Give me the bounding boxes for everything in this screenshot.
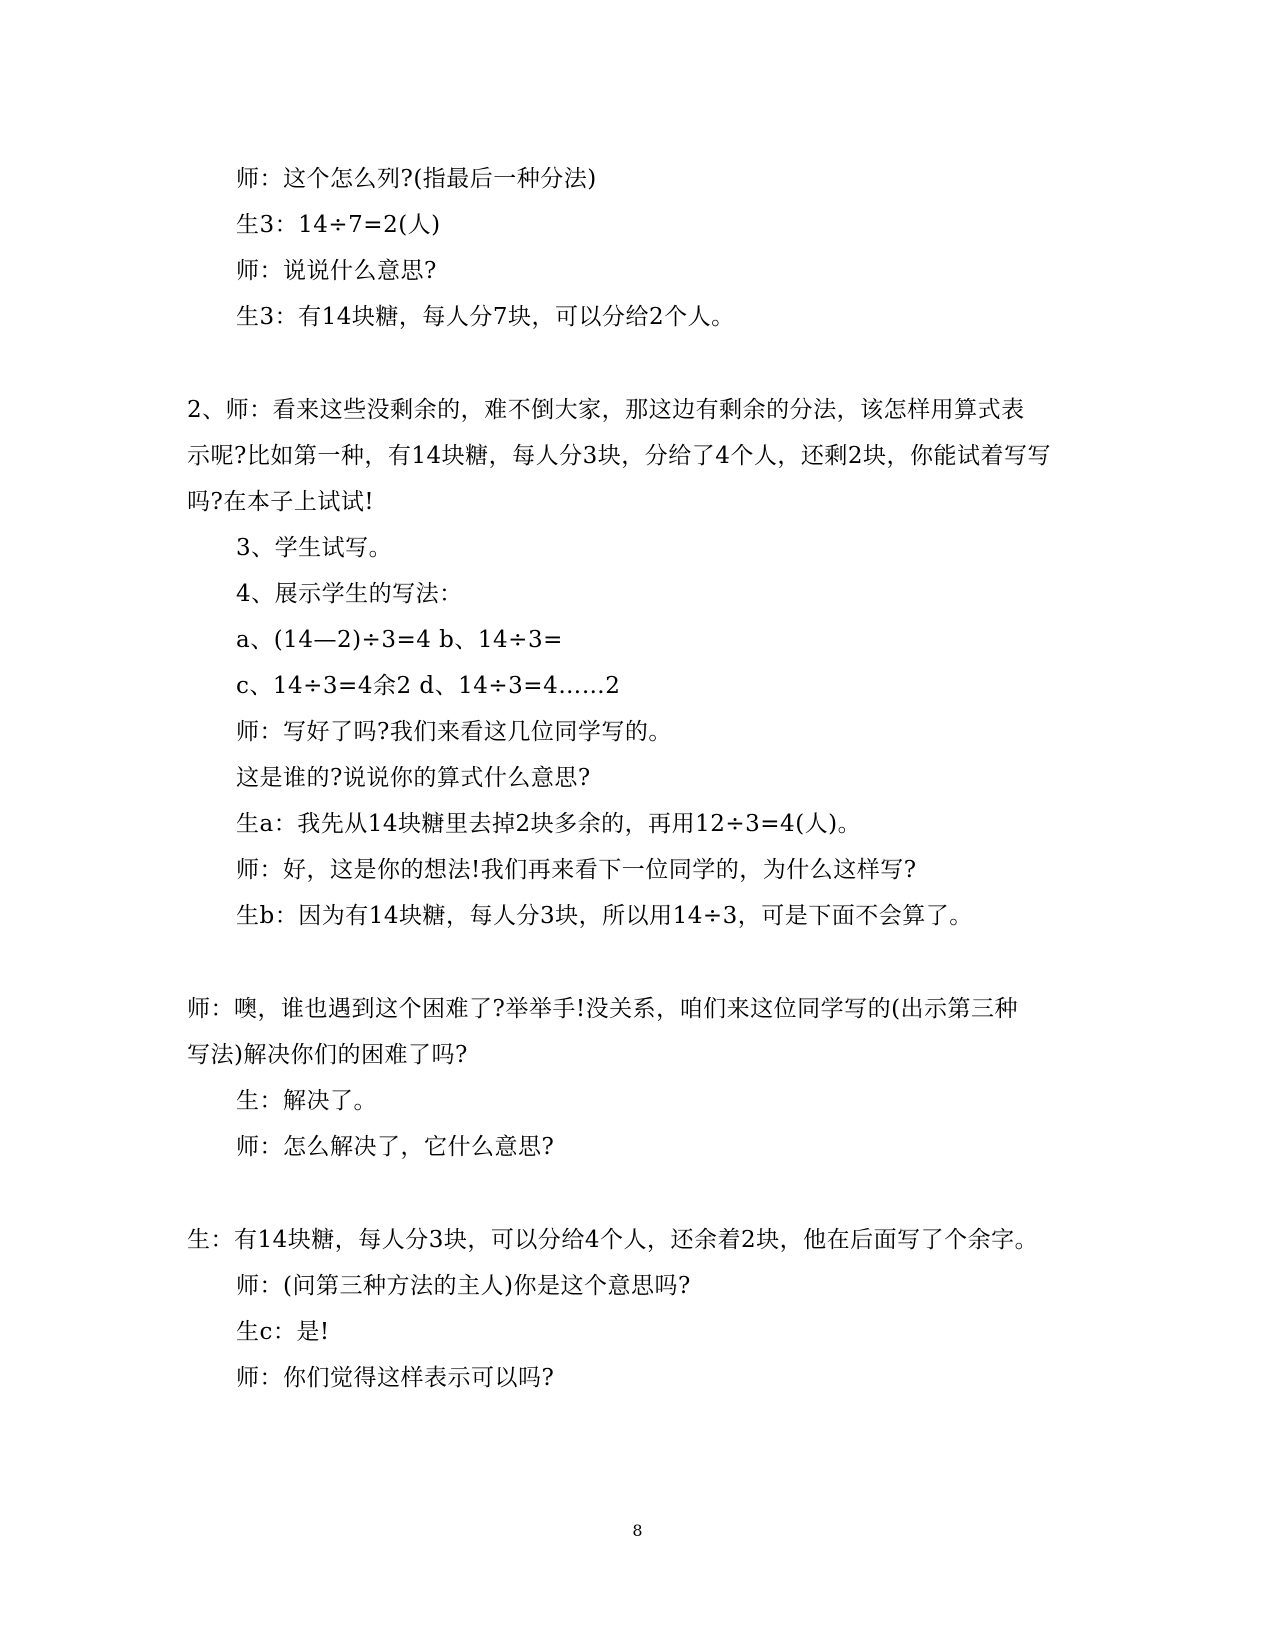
text-line: 生3：14÷7=2(人) xyxy=(236,212,441,238)
text-line: 师：噢，谁也遇到这个困难了?举举手!没关系，咱们来这位同学写的(出示第三种 xyxy=(187,996,1019,1022)
text-line: 生：有14块糖，每人分3块，可以分给4个人，还余着2块，他在后面写了个余字。 xyxy=(187,1227,1039,1253)
text-line: 生a：我先从14块糖里去掉2块多余的，再用12÷3=4(人)。 xyxy=(236,811,862,837)
text-line: 师：你们觉得这样表示可以吗? xyxy=(236,1365,555,1391)
text-line: 写法)解决你们的困难了吗? xyxy=(187,1042,468,1068)
text-line: 4、展示学生的写法： xyxy=(236,581,463,607)
text-line: 师：好，这是你的想法!我们再来看下一位同学的，为什么这样写? xyxy=(236,857,917,883)
text-line: 师：(问第三种方法的主人)你是这个意思吗? xyxy=(236,1273,691,1299)
page-number: 8 xyxy=(632,1521,643,1540)
text-line: 生：解决了。 xyxy=(236,1088,377,1114)
text-line: 这是谁的?说说你的算式什么意思? xyxy=(236,765,591,791)
text-line: 生b：因为有14块糖，每人分3块，所以用14÷3，可是下面不会算了。 xyxy=(236,903,973,929)
text-line: 吗?在本子上试试! xyxy=(187,489,375,515)
text-line: 师：怎么解决了，它什么意思? xyxy=(236,1134,555,1160)
text-line: 生3：有14块糖，每人分7块，可以分给2个人。 xyxy=(236,304,735,330)
text-line: 2、师：看来这些没剩余的，难不倒大家，那这边有剩余的分法，该怎样用算式表 xyxy=(187,397,1025,423)
text-line: 示呢?比如第一种，有14块糖，每人分3块，分给了4个人，还剩2块，你能试着写写 xyxy=(187,443,1051,469)
text-line: 师：写好了吗?我们来看这几位同学写的。 xyxy=(236,719,672,745)
text-line: 生c：是! xyxy=(236,1319,330,1345)
text-line: c、14÷3=4余2 d、14÷3=4……2 xyxy=(236,673,621,699)
text-line: 师：说说什么意思? xyxy=(236,258,437,284)
text-line: a、(14—2)÷3=4 b、14÷3= xyxy=(236,627,563,653)
text-line: 3、学生试写。 xyxy=(236,535,393,561)
text-line: 师：这个怎么列?(指最后一种分法) xyxy=(236,166,597,192)
